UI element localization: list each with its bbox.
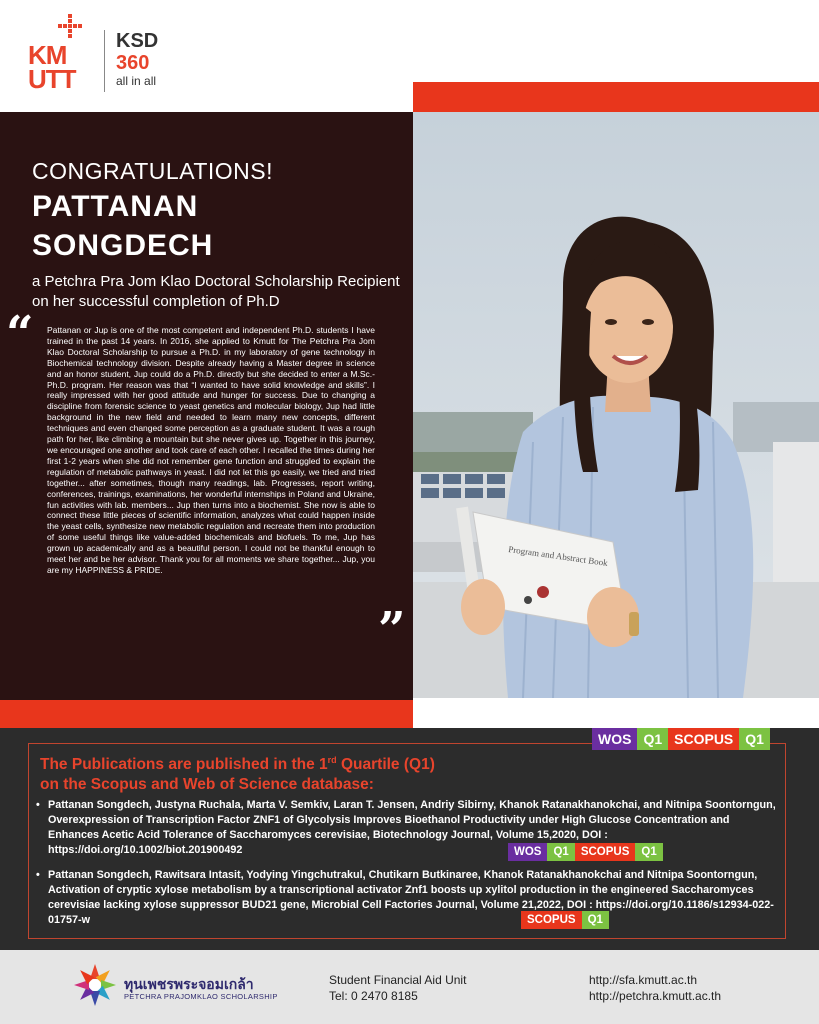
q1-badge: Q1 — [739, 728, 770, 750]
kmutt-logo-line1: KM — [28, 40, 67, 70]
heading-part1: The Publications are published in the 1 — [40, 756, 328, 774]
scopus-badge: SCOPUS — [575, 843, 636, 861]
heading-sup: rd — [327, 755, 337, 765]
q1-badge: Q1 — [547, 843, 574, 861]
q1-badge: Q1 — [637, 728, 668, 750]
unit-phone: Tel: 0 2470 8185 — [329, 989, 418, 1003]
logo-divider — [104, 30, 105, 92]
badge-row-top — [592, 728, 770, 750]
petchra-url[interactable]: http://petchra.kmutt.ac.th — [589, 989, 722, 1003]
publications-heading — [40, 750, 560, 795]
q1-badge: Q1 — [582, 911, 609, 929]
petchra-star-icon — [72, 962, 118, 1008]
q1-badge: Q1 — [635, 843, 662, 861]
kmutt-cross-icon — [58, 14, 82, 38]
ksd-tagline: all in all — [116, 74, 157, 88]
book-title: Program and Abstract Book — [507, 544, 609, 568]
publication-item — [36, 868, 776, 928]
publication-text: • Pattanan Songdech, Rawitsara Intasit, Yodying Yingchutrakul, Chutikarn Butkinaree, Khanok Ratanakhanokchai and Nitnipa Soontorngun, Activation of cryptic xylose metabolism by a transcriptional activator Znf1 boosts up xylitol production in the engineered Saccharomyces cerevisiae lacking xylose suppressor BUD21 gene, Microbial Cell Factories Journal, Volume 21,2022, DOI : https://doi.org/10.1186/s12934-022-01757-w — [36, 868, 776, 928]
publication-item — [36, 798, 776, 858]
ksd-title: KSD — [116, 30, 159, 52]
ksd360-logo — [116, 30, 158, 88]
scopus-badge: SCOPUS — [521, 911, 582, 929]
wos-badge: WOS — [592, 728, 637, 750]
publication-badges — [521, 911, 609, 929]
accent-strip-bottom — [0, 700, 413, 728]
ksd-number: 360 — [116, 52, 150, 74]
scopus-badge: SCOPUS — [668, 728, 739, 750]
kmutt-logo-line2: UTT — [28, 64, 76, 94]
award-subtitle: a Petchra Pra Jom Klao Doctoral Scholarship Recipient on her successful completion of Ph.D — [32, 273, 400, 310]
recipient-photo — [413, 112, 819, 698]
photo-illustration — [413, 112, 819, 698]
open-quote-icon: “ — [6, 306, 34, 362]
scholarship-name-thai: ทุนเพชรพระจอมเกล้า — [124, 976, 254, 992]
heading-part2: Quartile (Q1) — [336, 756, 435, 774]
recipient-name-line2: SONGDECH — [32, 229, 214, 262]
sfa-url[interactable]: http://sfa.kmutt.ac.th — [589, 973, 698, 987]
advisor-quote: Pattanan or Jup is one of the most competent and independent Ph.D. students I have trained in the past 14 years. In 2016, she applied to Kmutt for The Petchra Pra Jom Klao Doctoral Scholarship to pursue a Ph.D. in my laboratory of gene technology in Biochemical technology division. Despite already having a Master degree in science and an honor student, Jup could do a Ph.D. directly but she decided to enter a M.Sc.-Ph.D. program. Her reason was that “I wanted to have solid knowledge and skills”. I really impressed with her good attitude and hunger for success. Due to changing a discipline from forensic science to yeast genetics and molecular biology, Jup had little background in the new field and needed to learn many new concepts, different techniques and even changed some perception as a graduate student. It was a rough path for her, like climbing a mountain but she never gives up. Together in this journey, we encouraged one another and took care of each other. I recalled the times during her first 1-2 years when she did not remember gene function and struggled to explain the regulation of metabolic pathways in yeast. I did not let this go easily, we tried and tried together... after sometimes, though many readings, lab. Progresses, report writing, conferences, trainings, examinations, her wonderful internships in Poland and Ukraine, fun activities with lab. members... Jup then turns into a biochemist. She now is able to connect these little pieces of scientific information, analyzes what could happen inside the yeast cells, synthesize new metabolic regulation and recreate them into production of some useful things like value-added biochemicals and biofuels. To me, Jup has grown up academically and as a beautiful person. I could not be thankful enough to meet her and be her advisor. Thank you for all moments we share together... Jup, you are my HAPPINESS & PRIDE. — [47, 325, 375, 575]
congrats-heading: CONGRATULATIONS! — [32, 158, 273, 184]
accent-strip-top — [413, 82, 819, 112]
publication-badges — [508, 843, 663, 861]
publication-text: • Pattanan Songdech, Justyna Ruchala, Marta V. Semkiv, Laran T. Jensen, Andriy Sibirny, Khanok Ratanakhanokchai, and Nitnipa Soontorngun, Overexpression of Transcription Factor ZNF1 of Glycolysis Improves Bioethanol Productivity under High Glucose Concentration and Enhances Acetic Acid Tolerance of Saccharomyces cerevisiae, Biotechnology Journal, Volume 15,2020, DOI : https://doi.org/10.1002/biot.201900492 — [36, 798, 776, 858]
wos-badge: WOS — [508, 843, 547, 861]
unit-name: Student Financial Aid Unit — [329, 973, 467, 987]
footer — [0, 950, 819, 1024]
heading-line2: on the Scopus and Web of Science database: — [40, 776, 374, 794]
recipient-name-line1: PATTANAN — [32, 190, 199, 223]
scholarship-name-english: PETCHRA PRAJOMKLAO SCHOLARSHIP — [124, 992, 278, 1001]
close-quote-icon: ” — [378, 602, 406, 658]
kmutt-logo — [28, 14, 94, 94]
